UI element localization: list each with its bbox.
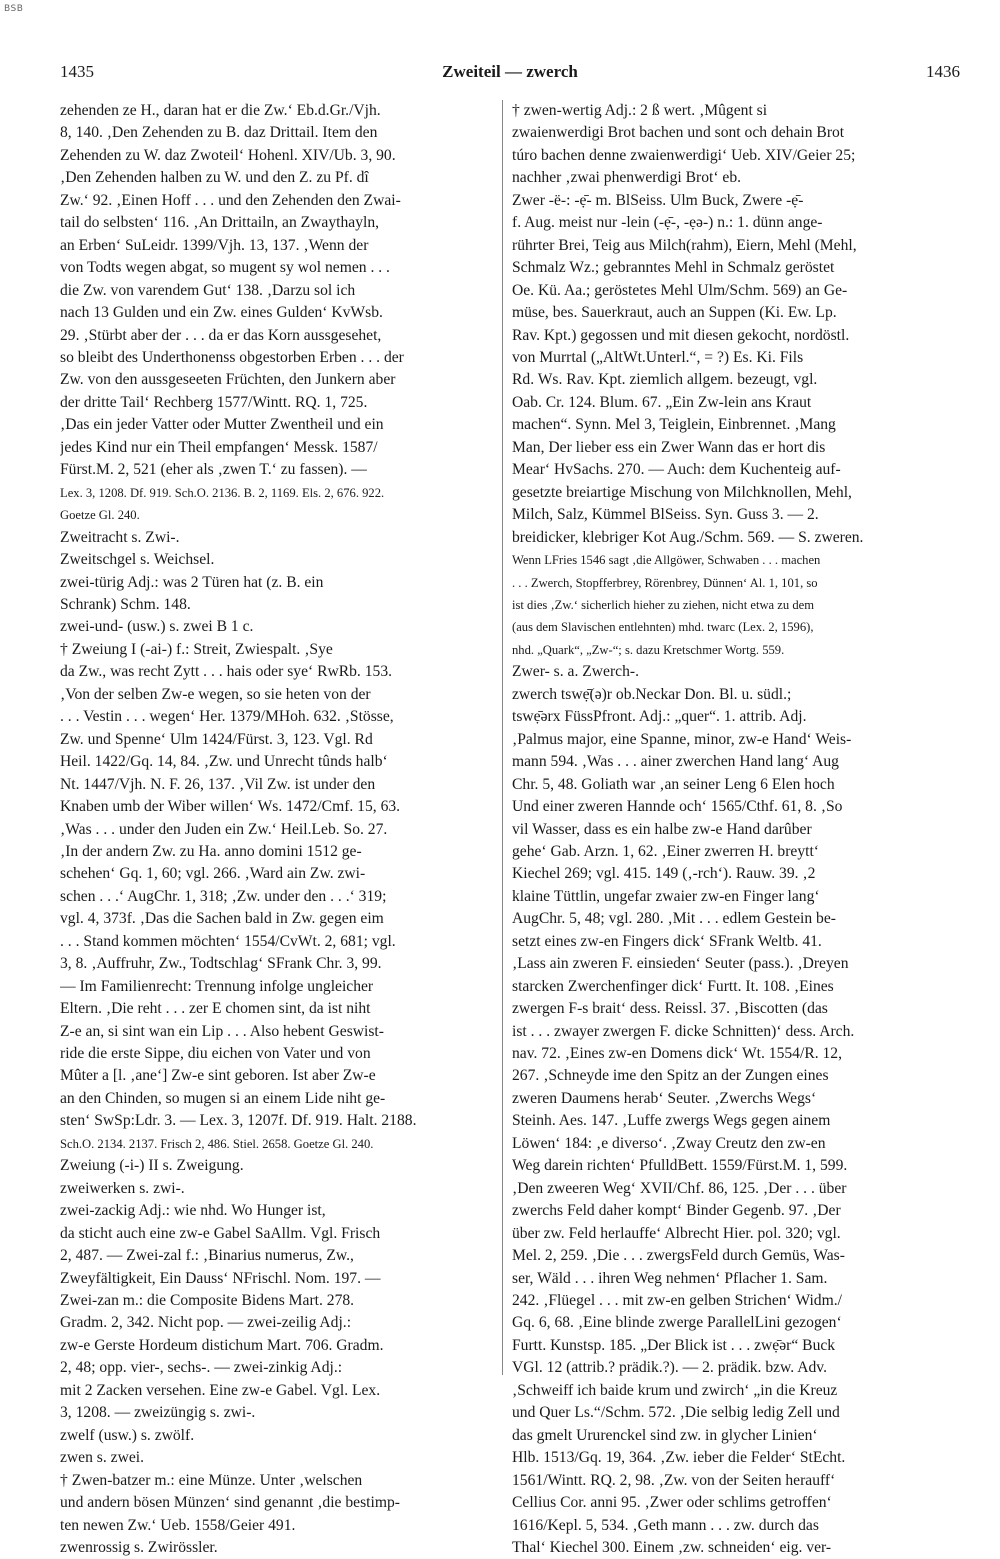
- text-line: ten newen Zw.‘ Ueb. 1558/Geier 491.: [60, 1516, 296, 1534]
- text-line: ‚Den Zehenden halben zu W. und den Z. zu Pf. dî: [60, 169, 369, 187]
- text-line: sten‘ SwSp:Ldr. 3. — Lex. 3, 1207f. Df. 919. Halt. 2188.: [60, 1112, 417, 1130]
- text-line: ‚Den zweeren Weg‘ XVII/Chf. 86, 125. ‚Der . . . über: [512, 1179, 847, 1197]
- text-line: Rd. Ws. Rav. Kpt. ziemlich allgem. bezeugt, vgl.: [512, 371, 818, 389]
- text-line: vgl. 4, 373f. ‚Das die Sachen bald in Zw. gegen eim: [60, 910, 384, 928]
- text-line: müse, bes. Sauerkraut, auch an Suppen (Ki. Ew. Lp.: [512, 304, 837, 322]
- text-line: ist . . . zwayer zwergen F. dicke Schnitten)‘ dess. Arch.: [512, 1022, 855, 1040]
- text-line: 3, 8. ‚Auffruhr, Zw., Todtschlag‘ SFrank Chr. 3, 99.: [60, 955, 382, 973]
- text-line: Steinh. Aes. 147. ‚Luffe zwergs Wegs gegen ainem: [512, 1112, 831, 1130]
- text-line: da sticht auch eine zw-e Gabel SaAllm. Vgl. Frisch: [60, 1224, 381, 1242]
- text-line: 2, 487. — Zwei-zal f.: ‚Binarius numerus, Zw.,: [60, 1247, 354, 1265]
- text-line: Und einer zweren Hannde och‘ 1565/Cthf. 61, 8. ‚So: [512, 798, 843, 816]
- text-line: mit 2 Zacken versehen. Eine zw-e Gabel. Vgl. Lex.: [60, 1381, 381, 1399]
- text-line: Zwer -ë-: -ẹ̄- m. BlSeiss. Ulm Buck, Zwere -ẹ̄-: [512, 191, 804, 209]
- text-line: Zweiung (-i-) II s. Zweigung.: [60, 1157, 244, 1175]
- text-line: zweiwerken s. zwi-.: [60, 1179, 185, 1197]
- text-line: über zw. Feld herlauffe‘ Albrecht Hier. pol. 320; vgl.: [512, 1224, 841, 1242]
- text-line: zw-e Gerste Hordeum distichum Mart. 706. Gradm.: [60, 1336, 384, 1354]
- text-line: Löwen‘ 184: ‚e diverso‘. ‚Zway Creutz den zw-en: [512, 1134, 826, 1152]
- text-line: mann 594. ‚Was . . . ainer zwerchen Hand lang‘ Aug: [512, 753, 839, 771]
- page-number-left: 1435: [60, 62, 94, 81]
- text-line: nach 13 Gulden und ein Zw. eines Gulden‘ KvWsb.: [60, 304, 383, 322]
- text-line: Schrank) Schm. 148.: [60, 595, 191, 613]
- text-line: zwaienwerdigi Brot bachen und sont och dehain Brot: [512, 124, 845, 142]
- text-line: Milch, Salz, Kümmel BlSeiss. Syn. Guss 3. — 2.: [512, 506, 819, 524]
- page-header: [60, 62, 960, 82]
- text-line: vil Wasser, dass es ein halbe zw-e Hand darûber: [512, 820, 812, 838]
- text-line: und Quer Ls.“/Schm. 572. ‚Die selbig ledig Zell und: [512, 1404, 840, 1422]
- text-line: AugChr. 5, 48; vgl. 280. ‚Mit . . . edlem Gestein be-: [512, 910, 836, 928]
- text-line: jedes Kind nur ein Theil empfangen‘ Messk. 1587/: [60, 438, 378, 456]
- text-line: Zweyfältigkeit, Ein Dauss‘ NFrischl. Nom. 197. —: [60, 1269, 381, 1287]
- text-line: 1561/Wintt. RQ. 2, 98. ‚Zw. von der Seiten herauff‘: [512, 1471, 836, 1489]
- text-line: Zw. und Spenne‘ Ulm 1424/Fürst. 3, 123. Vgl. Rd: [60, 730, 373, 748]
- text-line: Mear‘ HvSachs. 270. — Auch: dem Kuchenteig auf-: [512, 461, 841, 479]
- text-line: Hlb. 1513/Gq. 19, 364. ‚Zw. ieber die Felder‘ StEcht.: [512, 1449, 846, 1467]
- text-line: zehenden ze H., daran hat er die Zw.‘ Eb.d.Gr./Vjh.: [60, 102, 381, 119]
- text-line: f. Aug. meist nur -lein (-ẹ̄-, -ẹə-) n.: 1. dünn ange-: [512, 214, 823, 232]
- text-line: Fürst.M. 2, 521 (eher als ‚zwen T.‘ zu fassen). —: [60, 461, 367, 479]
- text-line: an Erben‘ SuLeidr. 1399/Vjh. 13, 137. ‚Wenn der: [60, 236, 369, 254]
- text-line: tswẹ̄ərx FüssPfront. Adj.: „quer“. 1. attrib. Adj.: [512, 708, 807, 726]
- text-line: † Zwen-batzer m.: eine Münze. Unter ‚welschen: [60, 1471, 363, 1489]
- text-line: Schmalz Wz.; gebranntes Mehl in Schmalz geröstet: [512, 259, 835, 277]
- text-line: gesetzte breiartige Mischung von Milchknollen, Mehl,: [512, 483, 852, 501]
- text-line: ‚In der andern Zw. zu Ha. anno domini 1512 ge-: [60, 842, 362, 860]
- text-line: tail do selbsten‘ 116. ‚An Drittailn, an Zwaythayln,: [60, 214, 380, 232]
- text-line: die Zw. von varendem Gut‘ 138. ‚Darzu sol ich: [60, 281, 356, 299]
- text-line: zwerchs Feld daher kompt‘ Binder Gegenb. 97. ‚Der: [512, 1202, 841, 1220]
- text-line: Chr. 5, 48. Goliath war ‚an seiner Leng 6 Elen hoch: [512, 775, 835, 793]
- text-line: 242. ‚Flüegel . . . mit zw-en gelben Strichen‘ Widm./: [512, 1292, 842, 1310]
- text-line: ‚Was . . . under den Juden ein Zw.‘ Heil.Leb. So. 27.: [60, 820, 388, 838]
- text-line: Zweitracht s. Zwi-.: [60, 528, 180, 546]
- text-line: . . . Vestin . . . wegen‘ Her. 1379/MHoh. 632. ‚Stösse,: [60, 708, 394, 726]
- text-line: nachher ‚zwai phenwerdigi Brot‘ eb.: [512, 169, 742, 187]
- text-line: Zweitschgel s. Weichsel.: [60, 551, 215, 569]
- text-line: Furtt. Kunstsp. 185. „Der Blick ist . . . zwẹ̄ər“ Buck: [512, 1336, 836, 1354]
- text-line: Z-e an, si sint wan ein Lip . . . Also hebent Geswist-: [60, 1022, 384, 1040]
- library-watermark: BSB: [4, 4, 24, 14]
- text-line: starcken Zwerchenfinger dick‘ Furtt. It. 108. ‚Eines: [512, 977, 834, 995]
- text-line: 1616/Kepl. 5, 534. ‚Geth mann . . . zw. durch das: [512, 1516, 819, 1534]
- text-line: ‚Von der selben Zw-e wegen, so sie heten von der: [60, 685, 371, 703]
- text-line: (aus dem Slavischen entlehnten) mhd. twarc (Lex. 2, 1596),: [512, 620, 814, 635]
- text-line: Mel. 2, 259. ‚Die . . . zwergsFeld durch Gemüs, Was-: [512, 1247, 845, 1265]
- text-line: VGl. 12 (attrib.? prädik.?). — 2. prädik. bzw. Adv.: [512, 1359, 827, 1377]
- text-line: Heil. 1422/Gq. 14, 84. ‚Zw. und Unrecht tûnds halb‘: [60, 753, 388, 771]
- text-line: ride die erste Sippe, diu eichen von Vater und von: [60, 1045, 371, 1063]
- text-line: rührter Brei, Teig aus Milch(rahm), Eiern, Mehl (Mehl,: [512, 236, 857, 254]
- text-line: von Murrtal („AltWt.Unterl.“, = ?) Es. Ki. Fils: [512, 348, 804, 366]
- text-line: Zwer- s. a. Zwerch-.: [512, 663, 639, 681]
- text-line: setzt eines zw-en Fingers dick‘ SFrank Weltb. 41.: [512, 932, 822, 950]
- right-column: [512, 100, 952, 1559]
- text-line: zwei-türig Adj.: was 2 Türen hat (z. B. ein: [60, 573, 324, 591]
- text-line: Cellius Cor. anni 95. ‚Zwer oder schlims getroffen‘: [512, 1494, 832, 1512]
- text-line: Zwei-zan m.: die Composite Bidens Mart. 278.: [60, 1292, 355, 1310]
- left-column: [60, 100, 500, 1559]
- text-line: Rav. Kpt.) gegossen und mit diesen gekocht, nordöstl.: [512, 326, 850, 344]
- text-line: zwerch tswẹ̄(ə)r ob.Neckar Don. Bl. u. südl.;: [512, 685, 792, 703]
- text-line: 8, 140. ‚Den Zehenden zu B. daz Drittail. Item den: [60, 124, 378, 142]
- text-line: Goetze Gl. 240.: [60, 508, 140, 523]
- running-title: Zweiteil — zwerch: [442, 62, 578, 81]
- text-line: ‚Schweiff ich baide krum und zwirch‘ „in die Kreuz: [512, 1381, 838, 1399]
- text-line: Weg darein richten‘ PfulldBett. 1559/Fürst.M. 1, 599.: [512, 1157, 848, 1175]
- text-line: da Zw., was recht Zytt . . . hais oder sye‘ RwRb. 153.: [60, 663, 393, 681]
- text-line: † zwen-wertig Adj.: 2 ß wert. ‚Mûgent si: [512, 102, 768, 119]
- text-line: Thal‘ Kiechel 300. Einem ‚zw. schneiden‘ eig. ver-: [512, 1539, 832, 1556]
- text-line: von Todts wegen abgat, so mugent sy wol nemen . . .: [60, 259, 390, 277]
- text-line: nav. 72. ‚Eines zw-en Domens dick‘ Wt. 1554/R. 12,: [512, 1045, 843, 1063]
- text-line: gehe‘ Gab. Arzn. 1, 62. ‚Einer zwerren H. breytt‘: [512, 842, 819, 860]
- text-line: . . . Zwerch, Stopfferbrey, Rörenbrey, Dünnen‘ Al. 1, 101, so: [512, 575, 818, 590]
- text-line: Knaben umb der Wiber willen‘ Ws. 1472/Cmf. 15, 63.: [60, 798, 401, 816]
- text-line: Oe. Kü. Aa.; geröstetes Mehl Ulm/Schm. 569) an Ge-: [512, 281, 848, 299]
- text-line: Gq. 6, 68. ‚Eine blinde zwerge ParallelLini gezogen‘: [512, 1314, 842, 1332]
- text-line: † Zweiung I (-ai-) f.: Streit, Zwiespalt. ‚Sye: [60, 640, 333, 658]
- text-line: 3, 1208. — zweizüngig s. zwi-.: [60, 1404, 256, 1422]
- text-line: Mûter a [l. ‚ane‘] Zw-e sint geboren. Ist aber Zw-e: [60, 1067, 376, 1085]
- text-line: ‚Lass ain zweren F. einsieden‘ Seuter (pass.). ‚Dreyen: [512, 955, 849, 973]
- text-line: Lex. 3, 1208. Df. 919. Sch.O. 2136. B. 2, 1169. Els. 2, 676. 922.: [60, 485, 385, 500]
- text-line: klaine Tüttlin, ungefar zwaier zw-en Finger lang‘: [512, 887, 820, 905]
- text-line: 267. ‚Schneyde ime den Spitz an der Zungen eines: [512, 1067, 829, 1085]
- text-line: ‚Das ein jeder Vatter oder Mutter Zwentheil und ein: [60, 416, 384, 434]
- text-line: zwergen F-s brait‘ dess. Reissl. 37. ‚Biscotten (das: [512, 1000, 828, 1018]
- text-line: breidicker, klebriger Kot Aug./Schm. 569. — S. zweren.: [512, 528, 864, 546]
- text-line: Zw. von den aussgeseeten Früchten, den Junkern aber: [60, 371, 396, 389]
- text-line: Nt. 1447/Vjh. N. F. 26, 137. ‚Vil Zw. ist under den: [60, 775, 376, 793]
- text-line: ser, Wäld . . . ihren Weg nehmen‘ Pflacher 1. Sam.: [512, 1269, 828, 1287]
- text-line: Zehenden zu W. daz Zwoteil‘ Hohenl. XIV/Ub. 3, 90.: [60, 146, 396, 164]
- text-line: túro bachen denne zwaienwerdigi‘ Ueb. XIV/Geier 25;: [512, 146, 856, 164]
- text-line: zwelf (usw.) s. zwölf.: [60, 1426, 195, 1444]
- text-line: das gmelt Ururenckel sind zw. in glycher Linien‘: [512, 1426, 818, 1444]
- text-line: 29. ‚Stürbt aber der . . . da er das Korn aussgesehet,: [60, 326, 382, 344]
- text-line: Zw.‘ 92. ‚Einen Hoff . . . und den Zehenden den Zwai-: [60, 191, 401, 209]
- text-line: der dritte Tail‘ Rechberg 1577/Wintt. RQ. 1, 725.: [60, 393, 368, 411]
- text-line: machen“. Synn. Mel 3, Teiglein, Einbrennet. ‚Mang: [512, 416, 836, 434]
- text-line: . . . Stand kommen möchten‘ 1554/CvWt. 2, 681; vgl.: [60, 932, 396, 950]
- text-line: Wenn LFries 1546 sagt ‚die Allgöwer, Schwaben . . . machen: [512, 553, 821, 568]
- text-line: Oab. Cr. 124. Blum. 67. „Ein Zw-lein ans Kraut: [512, 393, 812, 411]
- text-line: zwei-und- (usw.) s. zwei B 1 c.: [60, 618, 254, 636]
- text-line: zwen s. zwei.: [60, 1449, 144, 1467]
- text-line: schen . . .‘ AugChr. 1, 318; ‚Zw. under den . . .‘ 319;: [60, 887, 387, 905]
- text-line: nhd. „Quark“, „Zw-“; s. dazu Kretschmer Wortg. 559.: [512, 642, 785, 657]
- text-line: Sch.O. 2134. 2137. Frisch 2, 486. Stiel. 2658. Goetze Gl. 240.: [60, 1136, 374, 1151]
- text-line: an den Chinden, so mugen si an einem Lide niht ge-: [60, 1089, 386, 1107]
- text-line: so bleibt des Underthonenss obgestorben Erben . . . der: [60, 348, 404, 366]
- text-line: Gradm. 2, 342. Nicht pop. — zwei-zeilig Adj.:: [60, 1314, 352, 1332]
- text-line: — Im Familienrecht: Trennung infolge ungleicher: [60, 977, 374, 995]
- text-line: Kiechel 269; vgl. 415. 149 (‚-rch‘). Rauw. 39. ‚2: [512, 865, 816, 883]
- page-number-right: 1436: [926, 62, 960, 81]
- text-line: und andern bösen Münzen‘ sind genannt ‚die bestimp-: [60, 1494, 400, 1512]
- text-line: schehen‘ Gq. 1, 60; vgl. 266. ‚Ward ain Zw. zwi-: [60, 865, 366, 883]
- text-line: 2, 48; opp. vier-, sechs-. — zwei-zinkig Adj.:: [60, 1359, 343, 1377]
- column-divider: [502, 100, 503, 1375]
- text-line: Eltern. ‚Die reht . . . zer E chomen sint, da ist niht: [60, 1000, 371, 1018]
- text-line: zweren Daumens herab‘ Seuter. ‚Zwerchs Wegs‘: [512, 1089, 817, 1107]
- text-line: Man, Der lieber ess ein Zwer Wann das er hort dis: [512, 438, 826, 456]
- text-line: zwei-zackig Adj.: wie nhd. Wo Hunger ist,: [60, 1202, 326, 1220]
- text-line: ‚Palmus major, eine Spanne, minor, zw-e Hand‘ Weis-: [512, 730, 852, 748]
- text-line: ist dies ‚Zw.‘ sicherlich hieher zu ziehen, nicht etwa zu dem: [512, 597, 815, 612]
- text-line: zwenrossig s. Zwirössler.: [60, 1539, 218, 1556]
